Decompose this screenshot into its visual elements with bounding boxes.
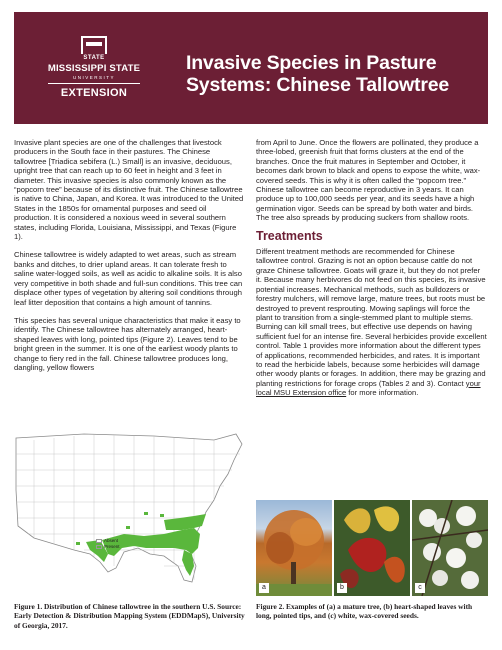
treatments-text: Different treatment methods are recommended for Chinese tallowtree control. Grazing is not an option because cattle do not graze Chinese tallowtree. Goats will graze it, but they do not prefer it. Because many herbivores do not feed on this species, its invasive potential increases. Mechanical methods, such as bulldozers or forestry mulchers, will remove large, mature trees, but roots must be destroyed to prevent resprouting. Mowing saplings will force the plant to transition from a single-stemmed plant to multiple stems. Burning can kill small trees, but effective use depends on having sufficient fuel for an intense fire. Several herbicides provide excellent control. Table 1 provides more information about the different types of applications, recommended herbicides, and rates. It is important to read the herbicide labels, because some herbicides will damage other woody plants or forages. In addition, there may be grazing and planting restrictions for forage crops (Tables 2 and 3). Contact xyxy=(256,247,487,388)
title-line-2: Systems: Chinese Tallowtree xyxy=(186,74,450,96)
present-county xyxy=(76,542,80,545)
figure-1-caption: Figure 1. Distribution of Chinese tallowtree in the southern U.S. Source: Early Detection & Distribution Mapping System (EDDMapS), University of Georgia, 2017. xyxy=(14,602,245,630)
photo-label-c: c xyxy=(415,583,425,593)
leaves-illustration xyxy=(334,500,410,596)
tree-illustration xyxy=(256,500,332,596)
present-county xyxy=(160,514,164,517)
legend-item-present xyxy=(96,544,120,550)
photo-label-b: b xyxy=(337,583,347,593)
map-legend xyxy=(96,538,120,550)
reproduction-paragraph: from April to June. Once the flowers are pollinated, they produce a three-lobed, greenish fruit that forms clusters at the end of the branches. Once the fruit matures in September and October, it becomes dark brown to black and opens to expose the white, wax-covered seeds. This is why it is often called the “popcorn tree.” Chinese tallowtree can become reproductive in 3 years. It can produce up to 100,000 seeds per year, and its seeds have a high germination vigor. Seeds can be spread by both water and birds. The tree also spreads by producing suckers from shallow roots. xyxy=(256,138,481,223)
present-county xyxy=(144,512,148,515)
us-outline xyxy=(16,434,242,582)
logo-university-name: MISSISSIPPI STATE xyxy=(47,63,141,74)
present-swatch xyxy=(96,545,102,549)
seeds-illustration xyxy=(412,500,488,596)
figure-2-caption: Figure 2. Examples of (a) a mature tree, (b) heart-shaped leaves with long, pointed tips, and (c) white, wax-covered seeds. xyxy=(256,602,473,621)
photo-wax-covered-seeds xyxy=(412,500,488,596)
left-column xyxy=(14,138,244,381)
logo-university-subtext: UNIVERSITY xyxy=(72,75,115,80)
treatments-paragraph xyxy=(256,247,488,398)
habitat-paragraph: Chinese tallowtree is widely adapted to wet areas, such as stream banks and ditches, to drier upland areas. It can tolerate fresh to saline water-logged soils, as well as acidic to alkaline soils. It is also very competitive in both shade and full-sun conditions. This tree can displace other types of vegetation by altering soil conditions through leaf litter deposition that contains a high amount of tannins. xyxy=(14,250,243,307)
legend-absent-label: Absent xyxy=(104,538,119,543)
legend-present-label: Present xyxy=(104,544,120,549)
header-banner xyxy=(14,12,488,124)
present-county xyxy=(126,526,130,529)
title-line-1: Invasive Species in Pasture xyxy=(186,52,437,74)
photo-heart-shaped-leaves xyxy=(334,500,410,596)
right-column xyxy=(256,138,488,407)
treatments-text-end: for more information. xyxy=(346,388,419,398)
msu-extension-office-link[interactable]: your local MSU Extension office xyxy=(256,378,481,398)
treatments-heading: Treatments xyxy=(256,228,323,243)
msu-extension-logo xyxy=(44,36,144,108)
logo-extension-text: EXTENSION xyxy=(60,87,128,99)
photo-label-a: a xyxy=(259,583,269,593)
distribution-map xyxy=(14,430,244,590)
logo-state-text: STATE xyxy=(83,55,105,61)
logo-divider xyxy=(48,83,140,84)
intro-paragraph: Invasive plant species are one of the challenges that livestock producers in the South face in their pastures. The Chinese tallowtree [Triadica sebifera (L.) Small] is an invasive, deciduous, upright tree that can reach up to 60 feet in height and 3 feet in diameter. This invasive species is also commonly known as the “popcorn tree” because of its distinctive fruit. The Chinese tallowtree is native to China, Japan, and Korea. It was introduced to the United States in the 1850s for ornamental purposes and seed oil production. It is considered a noxious weed in several southern states, including Florida, Louisiana, Mississippi, and Texas (Figure 1). xyxy=(14,138,244,242)
identification-paragraph: This species has several unique characteristics that make it easy to identify. The Chinese tallowtree has alternately arranged, heart-shaped leaves with long, pointed tips (Figure 2). Leaves tend to be bright green in the summer. It is one of the earliest woody plants to change to fiery red in the fall. Chinese tallowtree produces long, dangling, yellow flowers xyxy=(14,315,241,372)
photo-mature-tree xyxy=(256,500,332,596)
absent-swatch xyxy=(96,539,102,543)
msu-seal-mark xyxy=(81,36,107,54)
photo-strip xyxy=(256,500,488,596)
page-title xyxy=(186,52,486,96)
